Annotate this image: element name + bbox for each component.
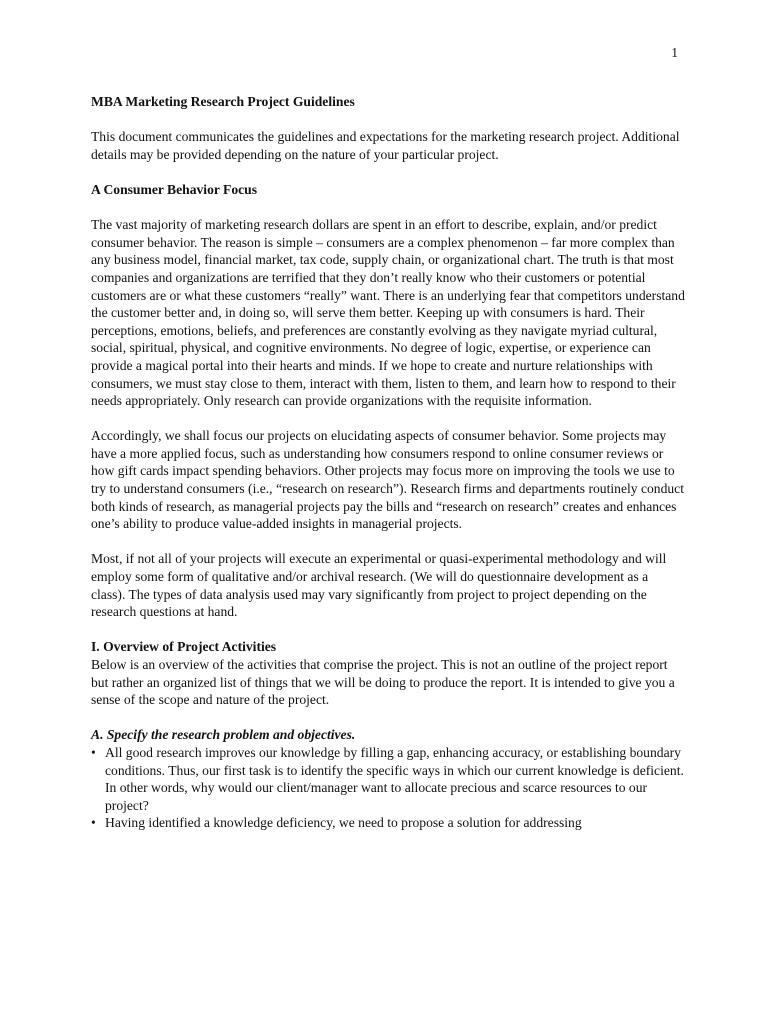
- overview-paragraph: Below is an overview of the activities that comprise the project. This is not an outline of the project report but rather an organized list of things that we will be doing to produce the report. It is intended to give you a sense of the scope and nature of the project.: [91, 657, 675, 708]
- intro-paragraph: This document communicates the guidelines and expectations for the marketing research project. Additional details may be provided depending on the nature of your particular project.: [91, 129, 680, 162]
- consumer-paragraph-3: Most, if not all of your projects will execute an experimental or quasi-experimental methodology and will employ some form of qualitative and/or archival research. (We will do questionnaire development as a class). The types of data analysis used may vary significantly from project to project depending on the research questions at hand.: [91, 551, 667, 620]
- consumer-paragraph-1: The vast majority of marketing research dollars are spent in an effort to describe, explain, and/or predict consumer behavior. The reason is simple – consumers are a complex phenomenon – far more complex than any business model, financial market, tax code, supply chain, or organizational chart. The truth is that most companies and organizations are terrified that they don’t really know who their customers or potential customers are or what these customers “really” want. There is an underlying fear that competitors understand the customer better and, in doing so, will serve them better. Keeping up with consumers is hard. Their perceptions, emotions, beliefs, and preferences are constantly evolving as they navigate myriad cultural, social, spiritual, physical, and cognitive environments. No degree of logic, expertise, or experience can provide a magical portal into their hearts and minds. If we hope to create and nurture relationships with consumers, we must stay close to them, interact with them, listen to them, and learn how to respond to their needs appropriately. Only research can provide organizations with the requisite information.: [91, 217, 685, 409]
- section-heading-overview: I. Overview of Project Activities: [91, 639, 277, 655]
- bullet-text-1: All good research improves our knowledge by filling a gap, enhancing accuracy, or establishing boundary conditions. Thus, our first task is to identify the specific ways in which our current knowledge is deficient. In other words, why would our client/manager want to allocate precious and scarce resources to our project?: [105, 744, 684, 813]
- list-item: [91, 814, 685, 832]
- document-title: MBA Marketing Research Project Guidelines: [91, 94, 355, 109]
- consumer-paragraph-2: Accordingly, we shall focus our projects on elucidating aspects of consumer behavior. Some projects may have a more applied focus, such as understanding how consumers respond to online consumer reviews or how gift cards impact spending behaviors. Other projects may focus more on improving the tools we use to try to understand consumers (i.e., “research on research”). Research firms and departments routinely conduct both kinds of research, as managerial projects pay the bills and “research on research” creates and enhances one’s ability to produce value-added insights in managerial projects.: [91, 428, 684, 532]
- document-body: [91, 93, 685, 832]
- bullet-icon: •: [91, 815, 96, 831]
- bullet-icon: •: [91, 744, 96, 760]
- page-number: 1: [671, 45, 678, 60]
- list-item: [91, 744, 685, 814]
- section-heading-consumer: A Consumer Behavior Focus: [91, 181, 258, 197]
- subsection-heading-a: A. Specify the research problem and objectives.: [91, 727, 356, 743]
- bullet-text-2: Having identified a knowledge deficiency, we need to propose a solution for addressing: [105, 815, 582, 831]
